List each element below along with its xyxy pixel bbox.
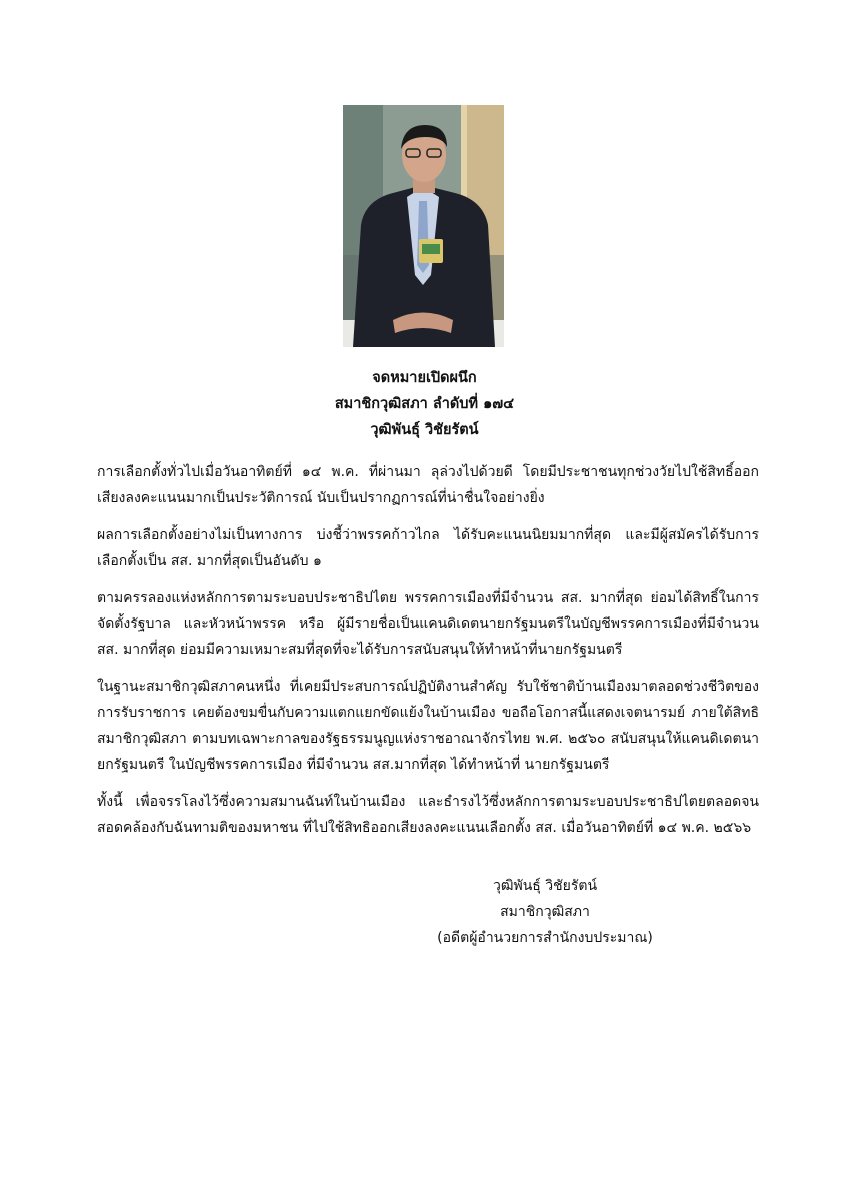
signature-name: วุฒิพันธุ์ วิชัยรัตน์ <box>492 878 598 894</box>
heading-author-name: วุฒิพันธุ์ วิชัยรัตน์ <box>370 422 479 438</box>
paragraph-1: การเลือกตั้งทั่วไปเมื่อวันอาทิตย์ที่ ๑๔ พ.ค. ที่ผ่านมา ลุล่วงไปด้วยดี โดยมีประชาชนทุกช่วงวัยไปใช้สิทธิ์ออกเสียงลงคะแนนมากเป็นประวัติการณ์ นับเป็นปรากฏการณ์ที่น่าชื่นใจอย่างยิ่ง <box>97 464 759 506</box>
paragraph-2: ผลการเลือกตั้งอย่างไม่เป็นทางการ บ่งชี้ว่าพรรคก้าวไกล ได้รับคะแนนนิยมมากที่สุด และมีผู้สมัครได้รับการเลือกตั้งเป็น สส. มากที่สุดเป็นอันดับ ๑ <box>97 527 759 569</box>
heading-title: จดหมายเปิดผนึก <box>372 370 477 386</box>
letter-heading <box>0 365 849 443</box>
paragraph-3: ตามครรลองแห่งหลักการตามระบอบประชาธิปไตย พรรคการเมืองที่มีจำนวน สส. มากที่สุด ย่อมได้สิทธิ์ในการจัดตั้งรัฐบาล และหัวหน้าพรรค หรือ ผู้มีรายชื่อเป็นแคนดิเดตนายกรัฐมนตรีในบัญชีพรรคการเมืองที่มีจำนวน สส. มากที่สุด ย่อมมีความเหมาะสมที่สุดที่จะได้รับการสนับสนุนให้ทำหน้าที่นายกรัฐมนตรี <box>97 590 759 658</box>
signature-block <box>345 873 745 951</box>
signature-position: สมาชิกวุฒิสภา <box>500 904 590 920</box>
paragraph-5: ทั้งนี้ เพื่อจรรโลงไว้ซึ่งความสมานฉันท์ในบ้านเมือง และธำรงไว้ซึ่งหลักการตามระบอบประชาธิปไตยตลอดจนสอดคล้องกับฉันทามติของมหาชน ที่ไปใช้สิทธิออกเสียงลงคะแนนเลือกตั้ง สส. เมื่อวันอาทิตย์ที่ ๑๔ พ.ค. ๒๕๖๖ <box>97 794 759 836</box>
heading-senator-number: สมาชิกวุฒิสภา ลำดับที่ ๑๗๔ <box>334 396 515 412</box>
portrait-illustration <box>343 105 504 347</box>
paragraph-4: ในฐานะสมาชิกวุฒิสภาคนหนึ่ง ที่เคยมีประสบการณ์ปฏิบัติงานสำคัญ รับใช้ชาติบ้านเมืองมาตลอดช่วงชีวิตของการรับราชการ เคยต้องขมขื่นกับความแตกแยกขัดแย้งในบ้านเมือง ขอถือโอกาสนี้แสดงเจตนารมย์ ภายใต้สิทธิสมาชิกวุฒิสภา ตามบทเฉพาะกาลของรัฐธรรมนูญแห่งราชอาณาจักรไทย พ.ศ. ๒๕๖๐ สนับสนุนให้แคนดิเดตนายกรัฐมนตรี ในบัญชีพรรคการเมือง ที่มีจำนวน สส.มากที่สุด ได้ทำหน้าที่ นายกรัฐมนตรี <box>97 679 759 773</box>
letter-body <box>97 459 759 852</box>
signature-former-title: (อดีตผู้อำนวยการสำนักงบประมาณ) <box>437 930 653 946</box>
author-portrait-photo <box>343 105 504 347</box>
